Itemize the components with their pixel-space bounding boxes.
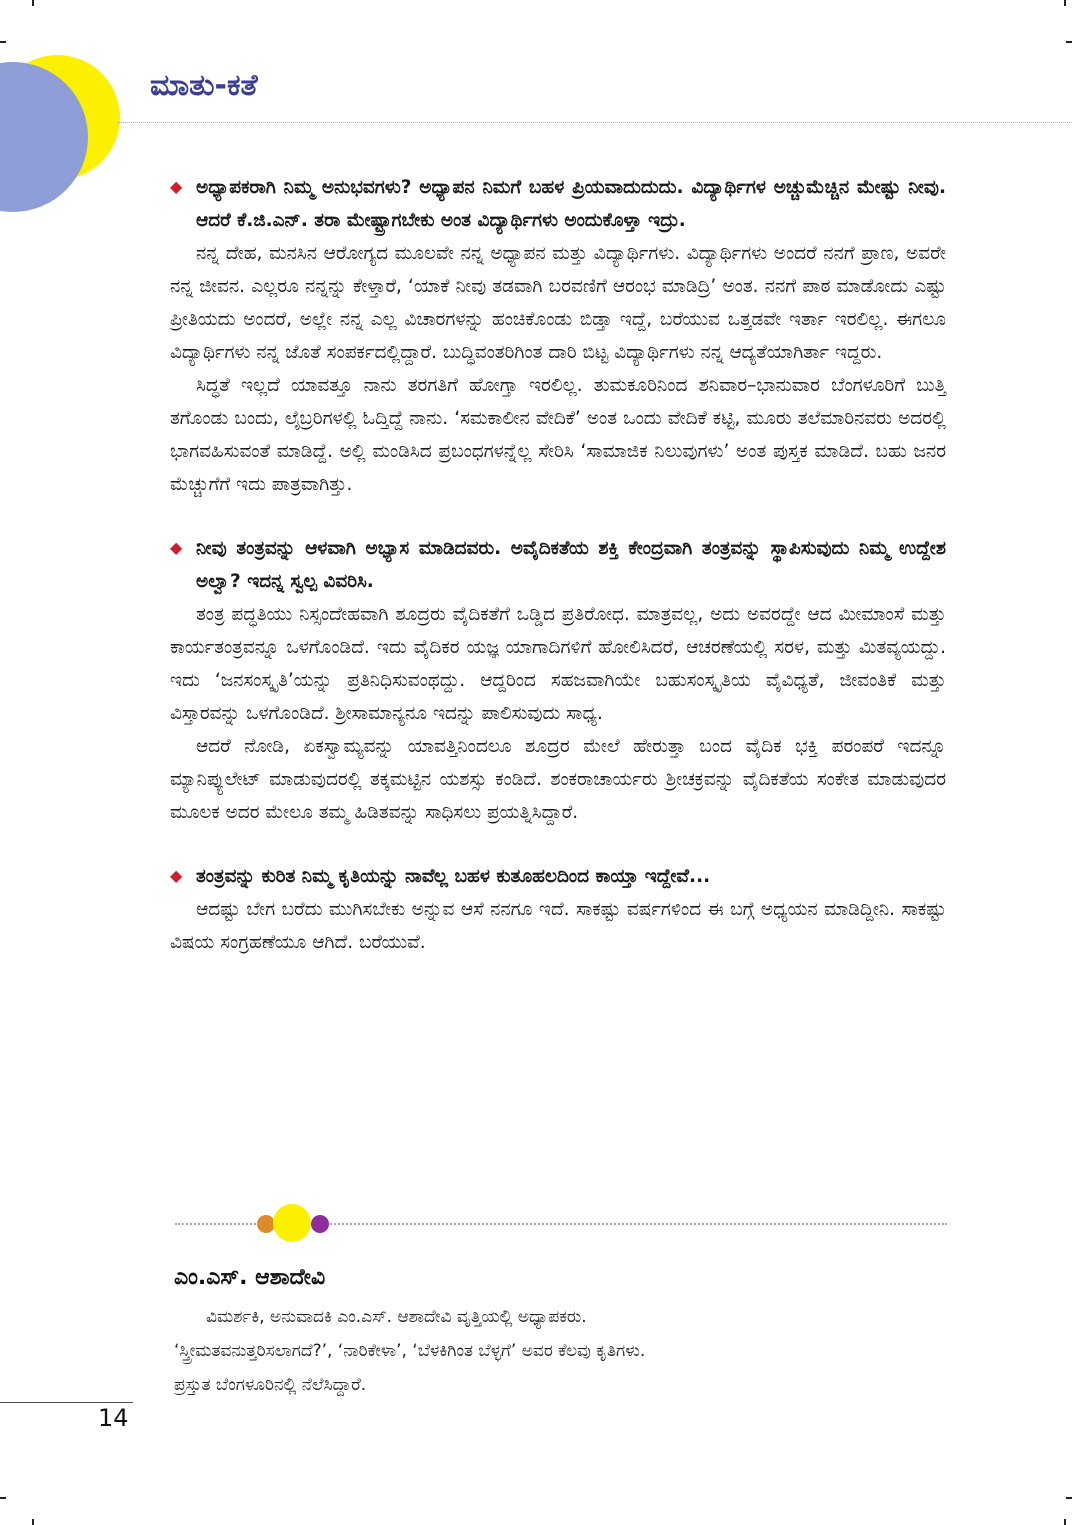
- diamond-bullet-icon: ◆: [170, 866, 183, 885]
- page-number: 14: [98, 1404, 129, 1432]
- yellow-dot-icon: [273, 1204, 311, 1242]
- answer: [170, 893, 946, 959]
- question: ◆ ತಂತ್ರವನ್ನು ಕುರಿತ ನಿಮ್ಮ ಕೃತಿಯನ್ನು ನಾವೆಲ್ಲ ಬಹಳ ಕುತೂಹಲದಿಂದ ಕಾಯ್ತಾ ಇದ್ದೇವೆ...: [170, 859, 946, 893]
- interview-content: [170, 170, 946, 959]
- diamond-bullet-icon: ◆: [170, 177, 183, 196]
- section-title: ಮಾತು-ಕತೆ: [150, 68, 258, 103]
- qa-block-2: [170, 531, 946, 829]
- qa-block-3: [170, 859, 946, 959]
- crop-mark: [1064, 0, 1066, 6]
- answer-paragraph: ತಂತ್ರ ಪದ್ಧತಿಯು ನಿಸ್ಸಂದೇಹವಾಗಿ ಶೂದ್ರರು ವೈದಿಕತೆಗೆ ಒಡ್ಡಿದ ಪ್ರತಿರೋಧ. ಮಾತ್ರವಲ್ಲ, ಅದು ಅವರದ್ದೇ ಆದ ಮೀಮಾಂಸೆ ಮತ್ತು ಕಾರ್ಯತಂತ್ರವನ್ನೂ ಒಳಗೊಂಡಿದೆ. ಇದು ವೈದಿಕರ ಯಜ್ಞ ಯಾಗಾದಿಗಳಿಗೆ ಹೋಲಿಸಿದರೆ, ಆಚರಣೆಯಲ್ಲಿ ಸರಳ, ಮತ್ತು ಮಿತವ್ಯಯದ್ದು. ಇದು ‘ಜನಸಂಸ್ಕೃತಿ’ಯನ್ನು ಪ್ರತಿನಿಧಿಸುವಂಥದ್ದು. ಆದ್ದರಿಂದ ಸಹಜವಾಗಿಯೇ ಬಹುಸಂಸ್ಕೃತಿಯ ವೈವಿಧ್ಯತೆ, ಜೀವಂತಿಕೆ ಮತ್ತು ವಿಸ್ತಾರವನ್ನು ಒಳಗೊಂಡಿದೆ. ಶ್ರೀಸಾಮಾನ್ಯನೂ ಇದನ್ನು ಪಾಲಿಸುವುದು ಸಾಧ್ಯ.: [170, 604, 946, 724]
- answer-paragraph: ಸಿದ್ಧತೆ ಇಲ್ಲದೆ ಯಾವತ್ತೂ ನಾನು ತರಗತಿಗೆ ಹೋಗ್ತಾ ಇರಲಿಲ್ಲ. ತುಮಕೂರಿನಿಂದ ಶನಿವಾರ–ಭಾನುವಾರ ಬೆಂಗಳೂರಿಗೆ ಬುತ್ತಿ ತಗೊಂಡು ಬಂದು, ಲೈಬ್ರರಿಗಳಲ್ಲಿ ಓದ್ತಿದ್ದೆ ನಾನು. ‘ಸಮಕಾಲೀನ ವೇದಿಕೆ’ ಅಂತ ಒಂದು ವೇದಿಕೆ ಕಟ್ಟಿ, ಮೂರು ತಲೆಮಾರಿನವರು ಅದರಲ್ಲಿ ಭಾಗವಹಿಸುವಂತೆ ಮಾಡಿದ್ದೆ. ಅಲ್ಲಿ ಮಂಡಿಸಿದ ಪ್ರಬಂಧಗಳನ್ನೆಲ್ಲ ಸೇರಿಸಿ ‘ಸಾಮಾಜಿಕ ನಿಲುವುಗಳು’ ಅಂತ ಪುಸ್ತಕ ಮಾಡಿದೆ. ಬಹು ಜನರ ಮೆಚ್ಚುಗೆಗೆ ಇದು ಪಾತ್ರವಾಗಿತ್ತು.: [170, 375, 946, 495]
- qa-block-1: [170, 170, 946, 501]
- crop-mark: [1066, 1497, 1072, 1499]
- question: ◆ ಅಧ್ಯಾಪಕರಾಗಿ ನಿಮ್ಮ ಅನುಭವಗಳು? ಅಧ್ಯಾಪನ ನಿಮಗೆ ಬಹಳ ಪ್ರಿಯವಾದುದುದು. ವಿದ್ಯಾರ್ಥಿಗಳ ಅಚ್ಚುಮೆಚ್ಚಿನ ಮೇಷ್ಟು ನೀವು. ಆದರೆ ಕೆ.ಜಿ.ಎನ್. ತರಾ ಮೇಷ್ಟ್ರಾಗಬೇಕು ಅಂತ ವಿದ್ಯಾರ್ಥಿಗಳು ಅಂದುಕೊಳ್ತಾ ಇದ್ರು.: [170, 170, 946, 237]
- answer: [170, 598, 946, 829]
- crop-mark: [32, 1519, 34, 1525]
- answer-paragraph: ಆದಷ್ಟು ಬೇಗ ಬರೆದು ಮುಗಿಸಬೇಕು ಅನ್ನುವ ಆಸೆ ನನಗೂ ಇದೆ. ಸಾಕಷ್ಟು ವರ್ಷಗಳಿಂದ ಈ ಬಗ್ಗೆ ಅಧ್ಯಯನ ಮಾಡಿದ್ದೀನಿ. ಸಾಕಷ್ಟು ವಿಷಯ ಸಂಗ್ರಹಣೆಯೂ ಆಗಿದೆ. ಬರೆಯುವೆ.: [170, 899, 946, 953]
- diamond-bullet-icon: ◆: [170, 538, 183, 557]
- crop-mark: [1064, 1519, 1066, 1525]
- author-bio: [174, 1300, 934, 1402]
- section-divider: [175, 1204, 947, 1244]
- author-bio-line: ವಿಮರ್ಶಕಿ, ಅನುವಾದಕಿ ಎಂ.ಎಸ್. ಆಶಾದೇವಿ ವೃತ್ತಿಯಲ್ಲಿ ಅಧ್ಯಾಪಕರು.: [206, 1307, 587, 1327]
- title-dotted-rule: [118, 122, 1072, 123]
- purple-dot-icon: [311, 1215, 329, 1233]
- crop-mark: [32, 0, 34, 6]
- author-name: ಎಂ.ಎಸ್. ಆಶಾದೇವಿ: [174, 1265, 326, 1290]
- answer-paragraph: ಆದರೆ ನೋಡಿ, ಏಕಸ್ವಾಮ್ಯವನ್ನು ಯಾವತ್ತಿನಿಂದಲೂ ಶೂದ್ರರ ಮೇಲೆ ಹೇರುತ್ತಾ ಬಂದ ವೈದಿಕ ಭಕ್ತಿ ಪರಂಪರೆ ಇದನ್ನೂ ಮ್ಯಾನಿಪ್ಯುಲೇಟ್ ಮಾಡುವುದರಲ್ಲಿ ತಕ್ಕಮಟ್ಟಿನ ಯಶಸ್ಸು ಕಂಡಿದೆ. ಶಂಕರಾಚಾರ್ಯರು ಶ್ರೀಚಕ್ರವನ್ನು ವೈದಿಕತೆಯ ಸಂಕೇತ ಮಾಡುವುದರ ಮೂಲಕ ಅದರ ಮೇಲೂ ತಮ್ಮ ಹಿಡಿತವನ್ನು ಸಾಧಿಸಲು ಪ್ರಯತ್ನಿಸಿದ್ದಾರೆ.: [170, 736, 946, 823]
- page-number-rule: [0, 1402, 133, 1403]
- author-bio-line: ‘ಸ್ತ್ರೀಮತವನುತ್ತರಿಸಲಾಗದೆ?’, ‘ನಾರಿಕೇಳಾ’, ‘ಬೆಳಕಿಗಿಂತ ಬೆಳ್ಳಗೆ’ ಅವರ ಕೆಲವು ಕೃತಿಗಳು.: [174, 1341, 646, 1361]
- crop-mark: [0, 41, 6, 43]
- answer-paragraph: ನನ್ನ ದೇಹ, ಮನಸಿನ ಆರೋಗ್ಯದ ಮೂಲವೇ ನನ್ನ ಅಧ್ಯಾಪನ ಮತ್ತು ವಿದ್ಯಾರ್ಥಿಗಳು. ವಿದ್ಯಾರ್ಥಿಗಳು ಅಂದರೆ ನನಗೆ ಪ್ರಾಣ, ಅವರೇ ನನ್ನ ಜೀವನ. ಎಲ್ಲರೂ ನನ್ನನ್ನು ಕೇಳ್ತಾರೆ, ‘ಯಾಕೆ ನೀವು ತಡವಾಗಿ ಬರವಣಿಗೆ ಆರಂಭ ಮಾಡಿದ್ರಿ’ ಅಂತ. ನನಗೆ ಪಾಠ ಮಾಡೋದು ಎಷ್ಟು ಪ್ರೀತಿಯದು ಅಂದರೆ, ಅಲ್ಲೇ ನನ್ನ ಎಲ್ಲ ವಿಚಾರಗಳನ್ನು ಹಂಚಿಕೊಂಡು ಬಿಡ್ತಾ ಇದ್ದೆ, ಬರೆಯುವ ಒತ್ತಡವೇ ಇರ್ತಾ ಇರಲಿಲ್ಲ. ಈಗಲೂ ವಿದ್ಯಾರ್ಥಿಗಳು ನನ್ನ ಜೊತೆ ಸಂಪರ್ಕದಲ್ಲಿದ್ದಾರೆ. ಬುದ್ಧಿವಂತರಿಗಿಂತ ದಾರಿ ಬಿಟ್ಟ ವಿದ್ಯಾರ್ಥಿಗಳು ನನ್ನ ಆದ್ಯತೆಯಾಗಿರ್ತಾ ಇದ್ದರು.: [170, 243, 946, 363]
- crop-mark: [1066, 41, 1072, 43]
- author-bio-line: ಪ್ರಸ್ತುತ ಬೆಂಗಳೂರಿನಲ್ಲಿ ನೆಲೆಸಿದ್ದಾರೆ.: [174, 1375, 367, 1395]
- answer: [170, 237, 946, 501]
- crop-mark: [0, 1497, 6, 1499]
- question: ◆ ನೀವು ತಂತ್ರವನ್ನು ಆಳವಾಗಿ ಅಭ್ಯಾಸ ಮಾಡಿದವರು. ಅವೈದಿಕತೆಯ ಶಕ್ತಿ ಕೇಂದ್ರವಾಗಿ ತಂತ್ರವನ್ನು ಸ್ಥಾಪಿಸುವುದು ನಿಮ್ಮ ಉದ್ದೇಶ ಅಲ್ವಾ? ಇದನ್ನ ಸ್ವಲ್ಪ ವಿವರಿಸಿ.: [170, 531, 946, 598]
